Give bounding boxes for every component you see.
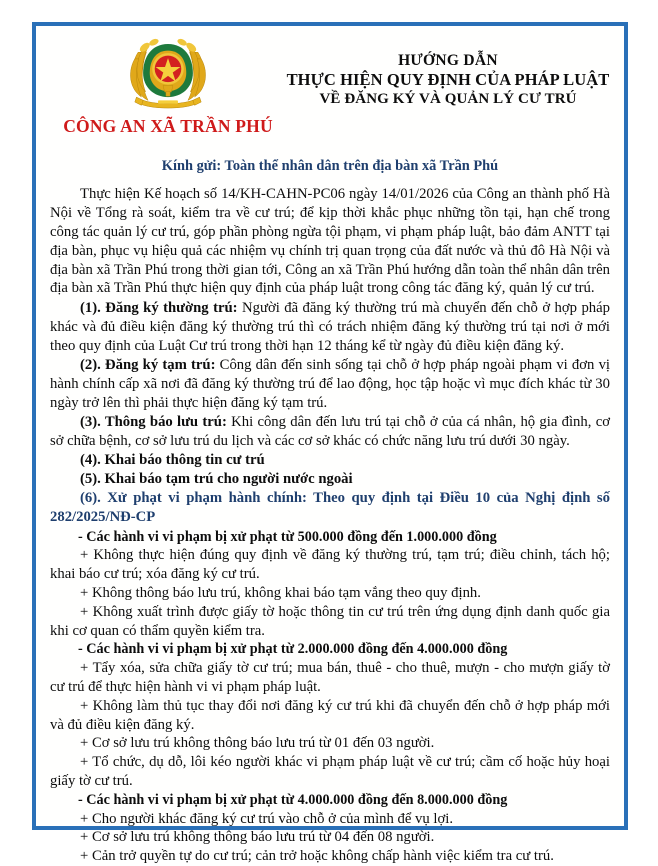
document-border-frame xyxy=(32,22,628,865)
section-number: (4). xyxy=(80,452,105,469)
penalty-section-body: Theo quy định tại Điều 10 của Nghị định số xyxy=(306,490,610,507)
penalty-section-title: Xử phạt vi phạm hành chính: xyxy=(107,490,307,507)
penalty-item: + Không xuất trình được giấy tờ hoặc thông tin cư trú trên ứng dụng định danh quốc gia khi cơ quan có thẩm quyền kiểm tra. xyxy=(50,603,610,639)
document-kicker: HƯỚNG DẪN xyxy=(398,52,498,69)
section-heading: Khai báo thông tin cư trú xyxy=(104,452,265,469)
section-heading: Khai báo tạm trú cho người nước ngoài xyxy=(104,471,353,488)
section-number: (3). xyxy=(80,414,105,431)
penalty-item: + Cơ sở lưu trú không thông báo lưu trú từ 04 đến 08 người. xyxy=(80,829,435,846)
section-body: Người đã đăng ký thường trú mà chuyển đến chỗ ở hợp pháp khác và đủ điều kiện đăng ký thường trú thì có trách nhiệm đăng ký thường trú tại nơi ở mới theo quy định của Luật Cư trú trong thời hạn 12 tháng kể từ ngày đủ điều kiện đăng ký. xyxy=(50,299,610,354)
penalty-item: + Không thông báo lưu trú, không khai báo tạm vắng theo quy định. xyxy=(80,584,481,601)
penalty-item: + Cản trở quyền tự do cư trú; cản trở hoặc không chấp hành việc kiểm tra cư trú. xyxy=(80,848,554,865)
section-item xyxy=(50,413,610,451)
opening-paragraph: Thực hiện Kế hoạch số 14/KH-CAHN-PC06 ngày 14/01/2026 của Công an thành phố Hà Nội về Tổng rà soát, kiểm tra về cư trú; để kịp thời khắc phục những tồn tại, hạn chế trong công tác quản lý cư trú, góp phần phòng ngừa tội phạm, vi phạm pháp luật, bảo đảm ANTT tại địa bàn, phục vụ hiệu quả các nhiệm vụ chính trị quan trọng của đất nước và thủ đô Hà Nội và địa bàn xã Trần Phú trong thời gian tới, Công an xã Trần Phú hướng dẫn toàn thể nhân dân trên địa bàn xã Trần Phú thực hiện quy định của pháp luật trong công tác đăng ký, quản lý cư trú. xyxy=(50,186,610,297)
document-title-line-1: THỰC HIỆN QUY ĐỊNH CỦA PHÁP LUẬT xyxy=(286,70,610,90)
penalty-section-heading xyxy=(50,489,610,527)
section-item xyxy=(50,451,610,470)
vietnam-public-security-emblem xyxy=(126,34,210,112)
document-masthead xyxy=(50,32,610,144)
penalty-tier-heading: - Các hành vi vi phạm bị xử phạt từ 2.000.000 đồng đến 4.000.000 đồng xyxy=(78,641,508,658)
penalty-item: + Tẩy xóa, sửa chữa giấy tờ cư trú; mua bán, thuê - cho thuê, mượn - cho mượn giấy tờ cư trú để thực hiện hành vi vi phạm pháp luật. xyxy=(50,659,610,695)
section-heading: Đăng ký tạm trú: xyxy=(105,357,216,374)
section-heading: Thông báo lưu trú: xyxy=(104,414,227,431)
penalty-item: + Tổ chức, dụ dỗ, lôi kéo người khác vi phạm pháp luật về cư trú; cầm cố hoặc hủy hoại giấy tờ cư trú. xyxy=(50,754,610,790)
section-body: Công dân đến sinh sống tại chỗ ở hợp pháp ngoài phạm vi đơn vị hành chính cấp xã nơi đã đăng ký thường trú để lao động, học tập hoặc vì mục đích khác từ 30 ngày trở lên thì phải thực hiện đăng ký tạm trú. xyxy=(50,357,610,411)
penalty-item: + Không làm thủ tục thay đổi nơi đăng ký cư trú khi đã chuyển đến chỗ ở hợp pháp mới và đủ điều kiện đăng ký. xyxy=(50,697,610,733)
section-heading: Đăng ký thường trú: xyxy=(105,299,238,316)
penalty-item: + Không thực hiện đúng quy định về đăng ký thường trú, tạm trú; điều chỉnh, tách hộ; khai báo cư trú; xóa đăng ký cư trú. xyxy=(50,546,610,582)
masthead-right xyxy=(286,32,610,108)
document-title-line-2: VỀ ĐĂNG KÝ VÀ QUẢN LÝ CƯ TRÚ xyxy=(319,90,577,107)
penalty-item: + Cơ sở lưu trú không thông báo lưu trú từ 01 đến 03 người. xyxy=(80,735,435,752)
section-number: (2). xyxy=(80,357,105,374)
organization-name: CÔNG AN XÃ TRẦN PHÚ xyxy=(63,116,273,136)
section-item xyxy=(50,470,610,489)
document-content xyxy=(36,26,624,865)
penalty-section-number: (6). xyxy=(80,490,108,507)
section-item xyxy=(50,356,610,413)
penalty-item: + Cho người khác đăng ký cư trú vào chỗ ở của mình để vụ lợi. xyxy=(80,810,454,827)
section-number: (1). xyxy=(80,299,106,316)
section-number: (5). xyxy=(80,471,105,488)
penalty-decree-number: 282/2025/NĐ-CP xyxy=(50,509,156,526)
section-body: Khi công dân đến lưu trú tại chỗ ở của cá nhân, hộ gia đình, cơ sở chữa bệnh, cơ sở lưu trú du lịch và các cơ sở khác có chức năng lưu trú dưới 30 ngày. xyxy=(50,414,610,450)
section-item xyxy=(50,299,610,356)
penalty-tier-heading: - Các hành vi vi phạm bị xử phạt từ 500.000 đồng đến 1.000.000 đồng xyxy=(78,528,497,545)
masthead-left xyxy=(50,32,286,137)
penalty-tier-heading: - Các hành vi vi phạm bị xử phạt từ 4.000.000 đồng đến 8.000.000 đồng xyxy=(78,792,508,809)
addressee-line: Kính gửi: Toàn thể nhân dân trên địa bàn xã Trần Phú xyxy=(161,158,499,174)
